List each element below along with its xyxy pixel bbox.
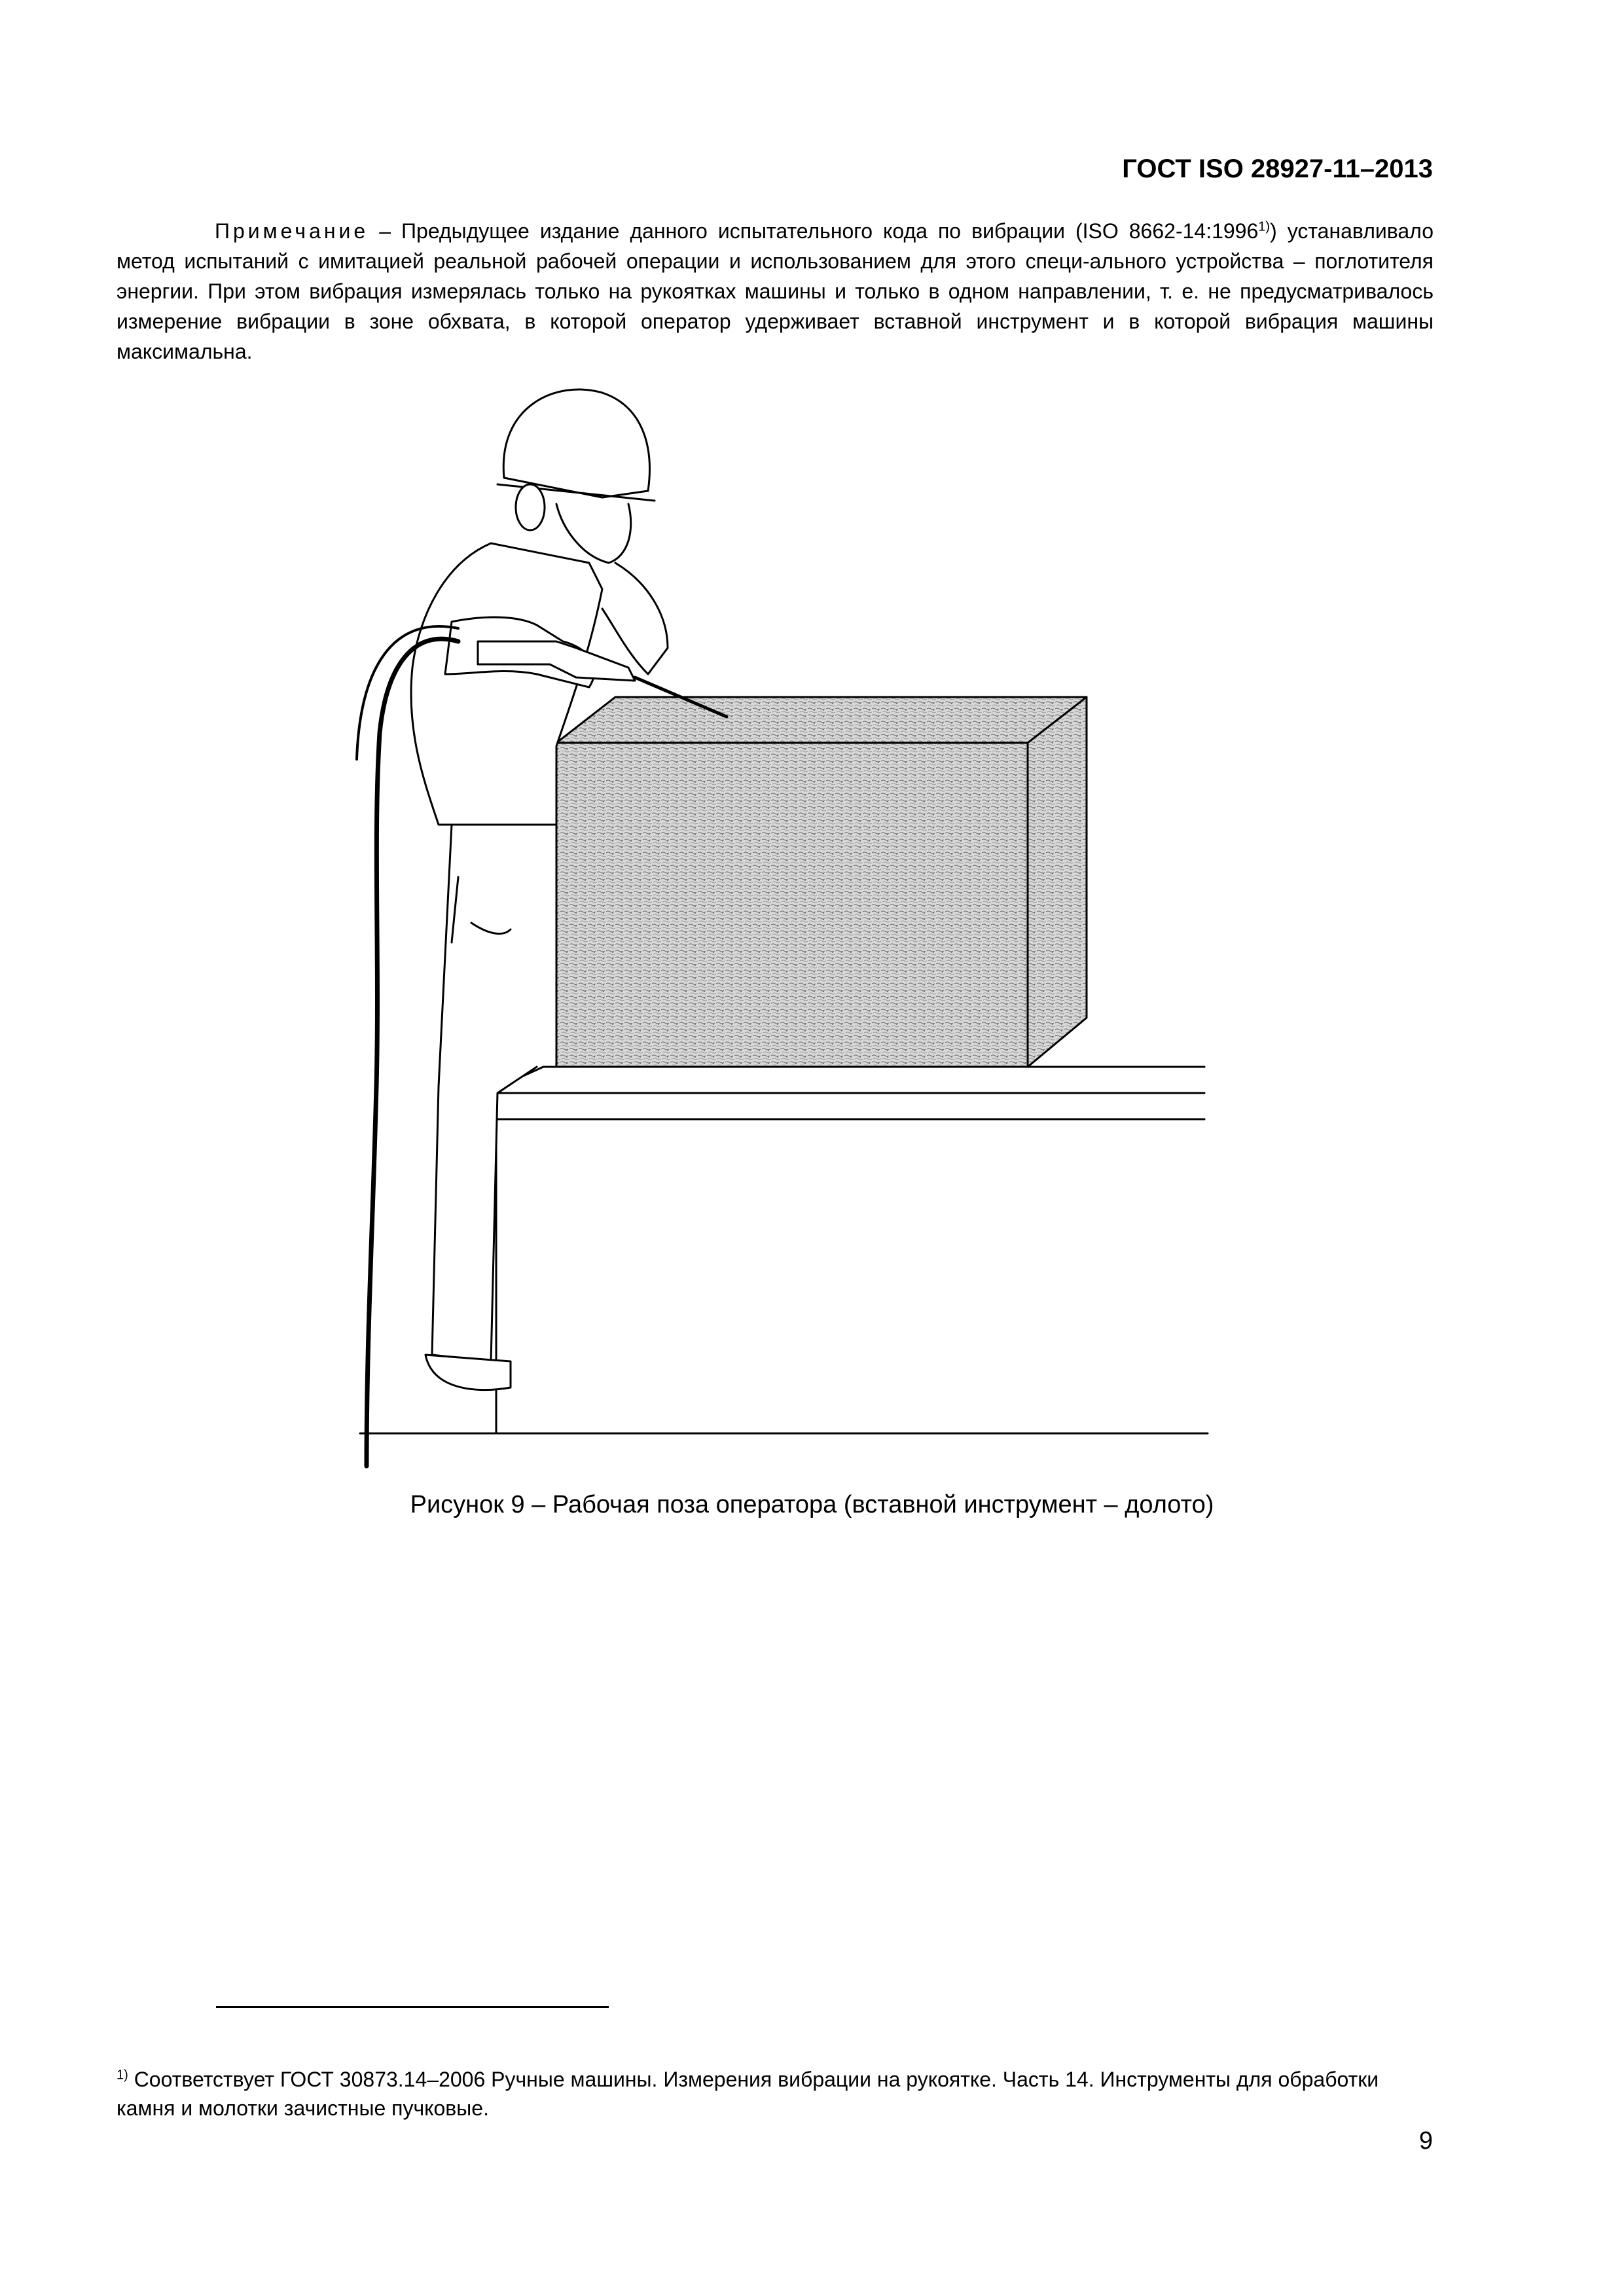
stone-block-front — [556, 743, 1028, 1067]
boot — [425, 1355, 511, 1390]
note-text-part2: ) устанавливало метод испытаний с имитацией реальной рабочей операции и использованием для этого специ-ального устройства – поглотителя энергии. При этом вибрация измерялась только на рукоятках машины и только в одном направлении, т. е. не предусматривалось измерение вибрации в зоне обхвата, в которой оператор удерживает вставной инструмент и в которой вибрация машины максимальна. — [117, 219, 1434, 363]
footnote-marker: 1) — [117, 2068, 128, 2083]
footnote — [117, 2065, 1434, 2123]
helmet — [503, 389, 649, 497]
figure-caption: Рисунок 9 – Рабочая поза оператора (вставной инструмент – долото) — [410, 1491, 1214, 1518]
footnote-reference: 1) — [1258, 219, 1271, 234]
note-lead: Примечание — [215, 219, 369, 243]
face — [556, 504, 631, 563]
note-text-part1: – Предыдущее издание данного испытательного кода по вибрации (ISO 8662-14:1996 — [369, 219, 1259, 243]
operator-posture-illustration — [340, 367, 1218, 1479]
stone-block-side — [1028, 697, 1087, 1067]
footnote-text: Соответствует ГОСТ 30873.14–2006 Ручные машины. Измерения вибрации на рукоятке. Часть 14. Инструменты для обработки камня и молотки зачистные пучковые. — [117, 2068, 1379, 2120]
document-header: ГОСТ ISO 28927-11–2013 — [1122, 154, 1433, 183]
ear-muff — [516, 484, 545, 530]
stone-block-top — [556, 697, 1087, 743]
note-paragraph — [117, 216, 1434, 367]
footnote-separator — [216, 2006, 609, 2008]
left-arm — [602, 563, 668, 674]
page-number: 9 — [1418, 2127, 1433, 2155]
